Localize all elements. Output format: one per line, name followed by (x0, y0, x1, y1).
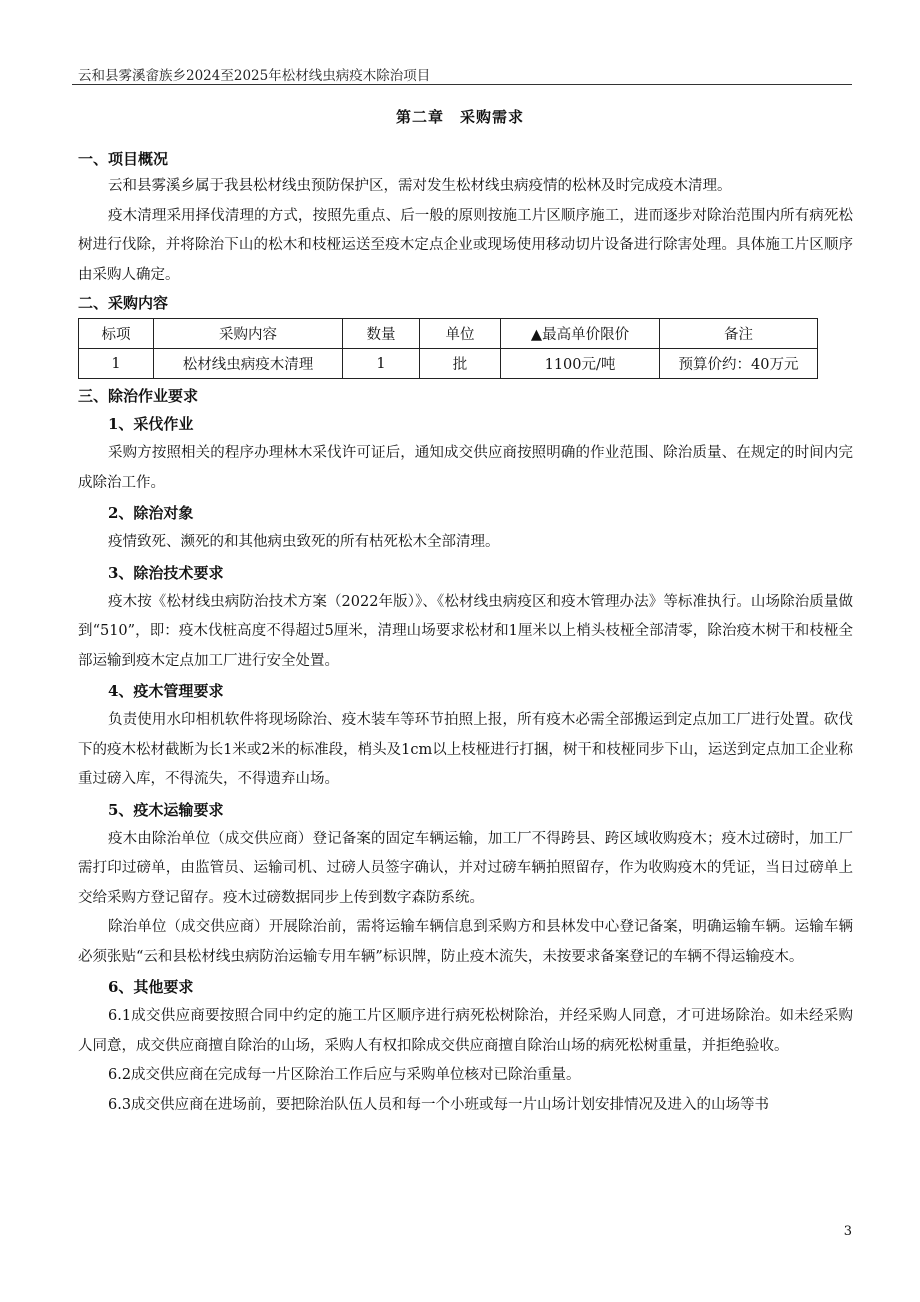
subsection-heading: 2、除治对象 (108, 504, 194, 522)
table-cell: 批 (420, 349, 501, 379)
paragraph: 6.3成交供应商在进场前，要把除治队伍人员和每一个小班或每一片山场计划安排情况及进入的山场等书 (108, 1096, 770, 1113)
table-cell: 预算价约：40万元 (660, 349, 818, 379)
paragraph: 疫情致死、濒死的和其他病虫致死的所有枯死松木全部清理。 (108, 534, 500, 550)
paragraph: 疫木按《松材线虫病防治技术方案（2022年版）》、《松材线虫病疫区和疫木管理办法》等标准执行。山场除治质量做到“510”，即：疫木伐桩高度不得超过5厘米，清理山场要求松材和1厘米以上梢头枝桠全部清零，除治疫木树干和枝桠全部运输到疫木定点加工厂进行安全处置。 (78, 593, 853, 669)
paragraph: 除治单位（成交供应商）开展除治前，需将运输车辆信息到采购方和县林发中心登记备案，明确运输车辆。运输车辆必须张贴“云和县松材线虫病防治运输专用车辆”标识牌，防止疫木流失，未按要求备案登记的车辆不得运输疫木。 (78, 919, 853, 965)
body-content (78, 146, 853, 1120)
table-cell: 1 (79, 349, 154, 379)
subsection-heading: 1、采伐作业 (108, 415, 194, 433)
subsection-heading: 3、除治技术要求 (108, 563, 224, 582)
table-header-row (79, 319, 818, 349)
chapter-title: 第二章 采购需求 (395, 108, 524, 126)
procurement-table (78, 318, 818, 379)
running-header: 云和县雾溪畲族乡2024至2025年松材线虫病疫木除治项目 (78, 68, 431, 84)
paragraph: 6.1成交供应商要按照合同中约定的施工片区顺序进行病死松树除治，并经采购人同意，才可进场除治。如未经采购人同意，成交供应商擅自除治的山场，采购人有权扣除成交供应商擅自除治山场的病死松树重量，并拒绝验收。 (78, 1008, 853, 1054)
table-cell: 1 (343, 349, 420, 379)
paragraph: 采购方按照相关的程序办理林木采伐许可证后，通知成交供应商按照明确的作业范围、除治质量、在规定的时间内完成除治工作。 (78, 445, 853, 491)
section-heading-procurement: 二、采购内容 (78, 294, 169, 312)
table-header-cell: 单位 (420, 319, 501, 349)
section-heading-overview: 一、项目概况 (78, 150, 169, 168)
subsection-heading: 4、疫木管理要求 (108, 682, 224, 700)
paragraph: 疫木清理采用择伐清理的方式，按照先重点、后一般的原则按施工片区顺序施工，进而逐步对除治范围内所有病死松树进行伐除，并将除治下山的松木和枝桠运送至疫木定点企业或现场使用移动切片设备进行除害处理。具体施工片区顺序由采购人确定。 (78, 207, 853, 283)
table-cell: 1100元/吨 (501, 349, 660, 379)
subsection-heading: 6、其他要求 (108, 978, 194, 996)
section-heading-requirements: 三、除治作业要求 (78, 387, 199, 405)
paragraph: 负责使用水印相机软件将现场除治、疫木装车等环节拍照上报，所有疫木必需全部搬运到定点加工厂进行处置。砍伐下的疫木松材截断为长1米或2米的标准段，梢头及1cm以上枝桠进行打捆，树干和枝桠同步下山，运送到定点加工企业称重过磅入库，不得流失，不得遗弃山场。 (78, 712, 853, 787)
paragraph: 6.2成交供应商在完成每一片区除治工作后应与采购单位核对已除治重量。 (108, 1067, 581, 1083)
header-rule (72, 84, 852, 85)
paragraph: 疫木由除治单位（成交供应商）登记备案的固定车辆运输，加工厂不得跨县、跨区域收购疫木；疫木过磅时，加工厂需打印过磅单，由监管员、运输司机、过磅人员签字确认，并对过磅车辆拍照留存，作为收购疫木的凭证，当日过磅单上交给采购方登记留存。疫木过磅数据同步上传到数字森防系统。 (78, 830, 853, 906)
table-row (79, 349, 818, 379)
table-header-cell: 数量 (343, 319, 420, 349)
page-number: 3 (843, 1224, 852, 1239)
subsection-heading: 5、疫木运输要求 (108, 800, 224, 819)
table-header-cell: 备注 (660, 319, 818, 349)
paragraph: 云和县雾溪乡属于我县松材线虫预防保护区，需对发生松材线虫病疫情的松林及时完成疫木清理。 (108, 178, 732, 194)
table-header-cell: 标项 (79, 319, 154, 349)
table-header-cell: 采购内容 (154, 319, 343, 349)
table-header-cell: ▲最高单价限价 (501, 319, 660, 349)
table-cell: 松材线虫病疫木清理 (154, 349, 343, 379)
